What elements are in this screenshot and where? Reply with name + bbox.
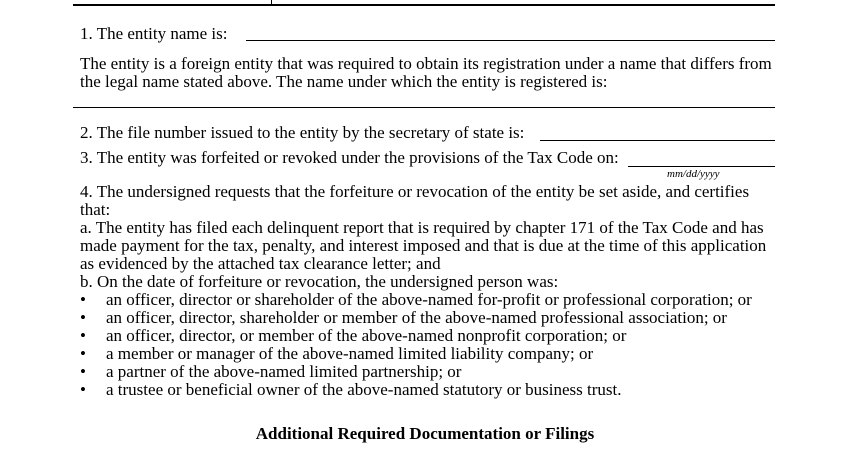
top-rule: [73, 4, 775, 6]
list-item: • a partner of the above-named limited partnership; or: [80, 362, 462, 381]
condition-a-line1: a. The entity has filed each delinquent report that is required by chapter 171 of the Tax Code and has: [80, 218, 764, 237]
top-divider-tick: [271, 0, 272, 5]
file-number-label: 2. The file number issued to the entity by the secretary of state is:: [80, 123, 525, 142]
entity-name-field[interactable]: [246, 40, 775, 41]
request-text-line2: that:: [80, 200, 111, 219]
foreign-entity-text-line1: The entity is a foreign entity that was required to obtain its registration under a name that differs from: [80, 54, 772, 73]
bullet-icon: •: [80, 326, 86, 345]
bullet-icon: •: [80, 344, 86, 363]
forfeiture-date-label: 3. The entity was forfeited or revoked under the provisions of the Tax Code on:: [80, 148, 619, 167]
forfeiture-date-field[interactable]: [628, 166, 775, 167]
condition-b-line: b. On the date of forfeiture or revocation, the undersigned person was:: [80, 272, 559, 291]
foreign-entity-text-line2: the legal name stated above. The name under which the entity is registered is:: [80, 72, 608, 91]
list-item: • a trustee or beneficial owner of the above-named statutory or business trust.: [80, 380, 622, 399]
registered-name-field[interactable]: [73, 107, 775, 108]
entity-name-label: 1. The entity name is:: [80, 24, 228, 43]
list-item: • a member or manager of the above-named limited liability company; or: [80, 344, 594, 363]
list-item: • an officer, director or shareholder of the above-named for-profit or professional corporation; or: [80, 290, 752, 309]
list-item: • an officer, director, or member of the above-named nonprofit corporation; or: [80, 326, 627, 345]
bullet-icon: •: [80, 362, 86, 381]
bullet-icon: •: [80, 308, 86, 327]
condition-a-line2: made payment for the tax, penalty, and interest imposed and that is due at the time of this application: [80, 236, 767, 255]
date-format-hint: mm/dd/yyyy: [667, 168, 720, 180]
section-heading: Additional Required Documentation or Filings: [255, 424, 595, 443]
file-number-field[interactable]: [540, 140, 775, 141]
list-item: • an officer, director, shareholder or member of the above-named professional association; or: [80, 308, 727, 327]
bullet-icon: •: [80, 290, 86, 309]
condition-a-line3: as evidenced by the attached tax clearance letter; and: [80, 254, 441, 273]
bullet-icon: •: [80, 380, 86, 399]
request-text-line1: 4. The undersigned requests that the forfeiture or revocation of the entity be set aside, and certifies: [80, 182, 750, 201]
